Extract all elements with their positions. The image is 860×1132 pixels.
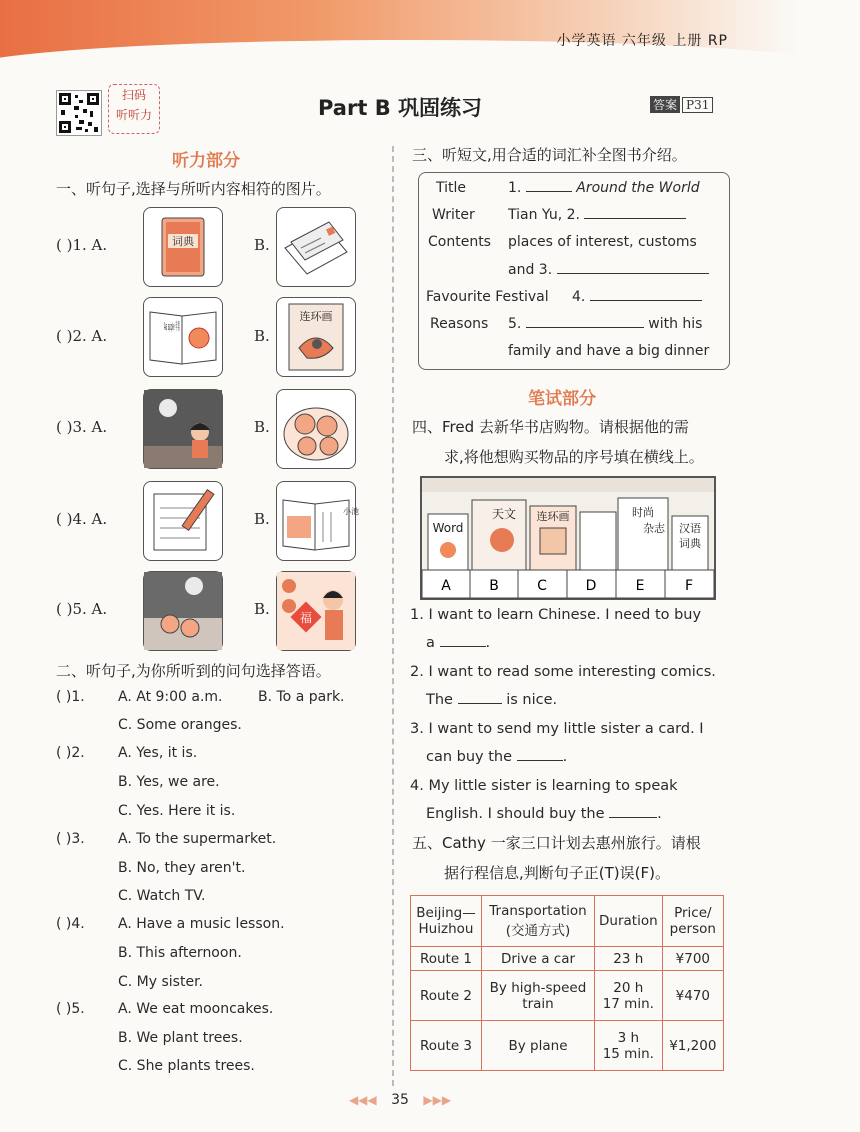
q4-item-3 — [410, 715, 730, 771]
header-duration: Duration — [595, 896, 663, 947]
header-route-1: Beijing— — [416, 905, 476, 921]
route-3-duration — [595, 1021, 663, 1071]
page-footer — [0, 1092, 800, 1108]
writing-section-title: 笔试部分 — [528, 389, 596, 409]
blank-3[interactable] — [557, 273, 709, 274]
route-2-transport-1: By high-speed — [489, 979, 587, 996]
row-contents-label: Contents — [428, 234, 491, 250]
q2-heading: 二、听句子,为你所听到的问句选择答语。 — [56, 662, 331, 680]
reasons-suffix: with his — [648, 316, 703, 332]
q4-blank-4[interactable] — [609, 817, 657, 818]
row-reasons-text: family and have a big dinner — [508, 343, 710, 359]
route-3-duration-2: 15 min. — [602, 1045, 654, 1062]
blank-4[interactable] — [590, 300, 702, 301]
row-title-blank — [508, 180, 700, 196]
bookshelf-illustration — [420, 476, 716, 600]
header-price — [662, 896, 723, 947]
q1-item-1-b: B. — [254, 236, 270, 254]
row-writer-label: Writer — [432, 207, 475, 223]
route-2-name: Route 2 — [411, 971, 482, 1021]
blank-3-prefix: and 3. — [508, 262, 553, 278]
q1-item-3-b: B. — [254, 418, 270, 436]
header-price-1: Price/ — [674, 905, 712, 921]
book-dictionary-title-1: 汉语 — [679, 522, 701, 535]
q2-item-2-b: B. Yes, we are. — [118, 774, 220, 790]
answer-page: P31 — [682, 97, 713, 113]
q2-item-4-a: A. Have a music lesson. — [118, 916, 285, 932]
column-divider — [392, 146, 394, 1086]
header-trans-1: Transportation — [489, 903, 587, 919]
q2-item-5-number: ( )5. — [56, 1001, 85, 1017]
next-page-icon: ▶▶▶ — [423, 1093, 452, 1107]
q4-item-3-post: . — [562, 749, 568, 765]
blank-2[interactable] — [584, 218, 686, 219]
q4-item-4 — [410, 772, 730, 828]
q5-heading-line-1: 五、Cathy 一家三口计划去惠州旅行。请根 — [412, 834, 701, 852]
q1-item-5-number: ( )5. A. — [56, 600, 108, 618]
row-contents-blank — [508, 262, 709, 278]
table-row — [411, 947, 724, 971]
q4-heading-line-1: 四、Fred 去新华书店购物。请根据他的需 — [412, 418, 689, 436]
mooncakes-picture — [276, 389, 356, 469]
q4-item-4-post: . — [657, 806, 662, 822]
q1-item-3-number: ( )3. A. — [56, 418, 108, 436]
shelf-letter-e: E — [635, 578, 645, 594]
mooncake-moon-picture — [143, 571, 223, 651]
route-2-transport — [482, 971, 595, 1021]
table-row — [411, 971, 724, 1021]
comic-book-picture — [276, 297, 356, 377]
blank-1-num: 1. — [508, 180, 522, 196]
q2-item-3-number: ( )3. — [56, 831, 85, 847]
route-1-price: ¥700 — [662, 947, 723, 971]
word-book-picture — [143, 297, 223, 377]
q2-item-1-a: A. At 9:00 a.m. — [118, 689, 223, 705]
prev-page-icon: ◀◀◀ — [348, 1093, 377, 1107]
q4-heading-line-2: 求,将他想购买物品的序号填在横线上。 — [444, 448, 704, 466]
q2-item-5-c: C. She plants trees. — [118, 1058, 255, 1074]
route-1-name: Route 1 — [411, 947, 482, 971]
row-festival-label: Favourite Festival — [426, 289, 549, 305]
row-reasons-blank — [508, 316, 702, 332]
q4-item-2-post: is nice. — [506, 692, 558, 708]
shelf-letter-b: B — [489, 578, 499, 594]
q2-item-5-a: A. We eat mooncakes. — [118, 1001, 274, 1017]
comic-title: 连环画 — [299, 310, 333, 323]
q1-item-2-b: B. — [254, 327, 270, 345]
header-route — [411, 896, 482, 947]
route-3-transport: By plane — [482, 1021, 595, 1071]
answer-label: 答案 — [650, 96, 680, 113]
q4-blank-1[interactable] — [440, 646, 486, 647]
header-trans-2: (交通方式) — [505, 923, 571, 939]
book-dictionary-title-2: 词典 — [679, 537, 701, 550]
header-price-2: person — [669, 921, 716, 937]
route-3-price: ¥1,200 — [662, 1021, 723, 1071]
notebook-pencil-picture — [143, 481, 223, 561]
q2-item-1-c: C. Some oranges. — [118, 717, 242, 733]
route-table-header — [411, 896, 724, 947]
q4-item-1-pre: a — [426, 635, 435, 651]
fu-character: 福 — [299, 611, 313, 625]
q3-heading: 三、听短文,用合适的词汇补全图书介绍。 — [412, 146, 687, 164]
book-word-title: Word — [432, 521, 464, 535]
q2-item-3-c: C. Watch TV. — [118, 888, 206, 904]
row-reasons-label: Reasons — [430, 316, 489, 332]
q2-item-2-c: C. Yes. Here it is. — [118, 803, 236, 819]
book-fashion-title-1: 时尚 — [632, 506, 654, 519]
q4-item-2-line-1: 2. I want to read some interesting comics. — [410, 664, 716, 680]
q1-item-2-number: ( )2. A. — [56, 327, 108, 345]
route-2-duration-2: 17 min. — [602, 995, 654, 1012]
word-book-aa — [164, 319, 180, 333]
row-contents-text: places of interest, customs — [508, 234, 697, 250]
q4-item-2 — [410, 658, 730, 714]
q2-item-3-b: B. No, they aren't. — [118, 860, 246, 876]
blank-5-num: 5. — [508, 316, 522, 332]
q2-item-3-a: A. To the supermarket. — [118, 831, 277, 847]
route-3-name: Route 3 — [411, 1021, 482, 1071]
row-festival-blank — [572, 289, 702, 305]
blank-1[interactable] — [526, 191, 572, 192]
table-row — [411, 1021, 724, 1071]
header-route-2: Huizhou — [418, 921, 474, 937]
shelf-letter-c: C — [537, 578, 547, 594]
listening-section-title: 听力部分 — [172, 151, 240, 171]
q2-item-2-number: ( )2. — [56, 745, 85, 761]
book-astronomy-title: 天文 — [492, 507, 517, 521]
page-number: 35 — [391, 1092, 409, 1108]
q5-heading-line-2: 据行程信息,判断句子正(T)误(F)。 — [444, 864, 670, 882]
q4-item-1-post: . — [485, 635, 491, 651]
q2-item-2-a: A. Yes, it is. — [118, 745, 198, 761]
postcard-picture — [276, 207, 356, 287]
q4-blank-3[interactable] — [517, 760, 563, 761]
picture-book-picture — [276, 481, 359, 561]
q1-item-5-b: B. — [254, 600, 270, 618]
q2-item-5-b: B. We plant trees. — [118, 1030, 243, 1046]
q4-item-3-line-1: 3. I want to send my little sister a card. I — [410, 721, 704, 737]
route-table — [410, 895, 724, 1071]
route-1-duration: 23 h — [595, 947, 663, 971]
q4-item-1-line-1: 1. I want to learn Chinese. I need to buy — [410, 607, 702, 623]
blank-5[interactable] — [526, 327, 644, 328]
q2-item-4-c: C. My sister. — [118, 974, 203, 990]
poem-title: 小池 — [343, 507, 359, 516]
shelf-letter-f: F — [684, 578, 694, 594]
q4-item-3-pre: can buy the — [426, 749, 513, 765]
q2-item-4-b: B. This afternoon. — [118, 945, 242, 961]
q4-item-2-pre: The — [426, 692, 453, 708]
dictionary-label: 词典 — [172, 235, 194, 248]
book-fashion-title-2: 杂志 — [643, 522, 665, 535]
q4-item-1 — [410, 601, 730, 657]
q1-heading: 一、听句子,选择与所听内容相符的图片。 — [56, 180, 331, 198]
book-title-text: Around the World — [576, 180, 700, 196]
q1-item-4-number: ( )4. A. — [56, 510, 108, 528]
route-2-duration — [595, 971, 663, 1021]
book-comic-title: 连环画 — [536, 510, 570, 523]
spring-festival-picture — [276, 571, 356, 651]
q2-item-1-b: B. To a park. — [258, 689, 345, 705]
shelf-letter-d: D — [585, 578, 597, 594]
route-3-duration-1: 3 h — [617, 1029, 640, 1046]
q4-item-4-line-1: 4. My little sister is learning to speak — [410, 778, 678, 794]
q1-item-1-number: ( )1. A. — [56, 236, 108, 254]
q4-blank-2[interactable] — [458, 703, 502, 704]
q2-item-4-number: ( )4. — [56, 916, 85, 932]
q4-item-4-pre: English. I should buy the — [426, 806, 605, 822]
row-writer-blank — [508, 207, 686, 223]
q1-item-4-b: B. — [254, 510, 270, 528]
answer-reference — [650, 96, 713, 113]
blank-2-prefix: Tian Yu, 2. — [508, 207, 580, 223]
route-2-duration-1: 20 h — [613, 979, 644, 996]
page-title: Part B 巩固练习 — [317, 96, 483, 120]
route-2-transport-2: train — [522, 995, 554, 1012]
shelf-letter-a: A — [441, 578, 451, 594]
scan-label-line-1: 扫码 — [121, 88, 146, 102]
row-title-label: Title — [436, 180, 467, 196]
book-series: 小学英语 六年级 上册 RP — [556, 33, 728, 49]
moon-night-picture — [143, 389, 223, 469]
blank-4-num: 4. — [572, 289, 586, 305]
header-transportation — [482, 896, 595, 947]
scan-label-line-2: 听听力 — [115, 108, 152, 122]
route-2-price: ¥470 — [662, 971, 723, 1021]
q2-item-1-number: ( )1. — [56, 689, 85, 705]
route-1-transport: Drive a car — [482, 947, 595, 971]
dictionary-picture — [143, 207, 223, 287]
